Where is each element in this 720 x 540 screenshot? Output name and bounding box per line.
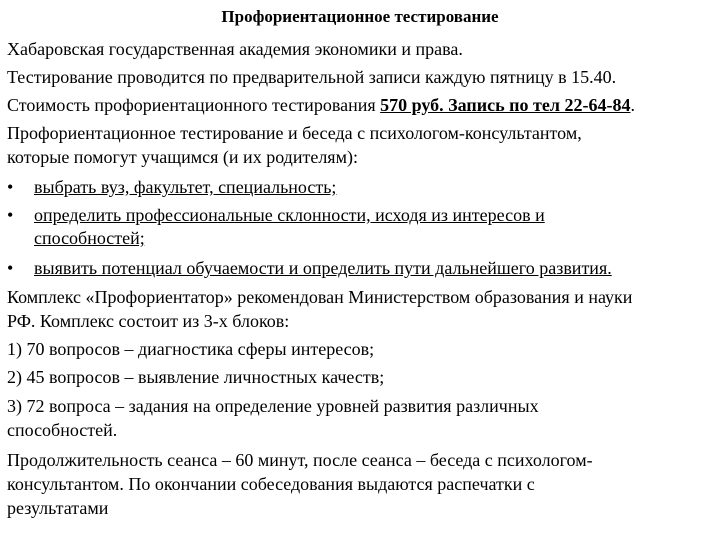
schedule-line: Тестирование проводится по предварительной записи каждую пятницу в 15.40.: [7, 67, 617, 87]
block-item-3-line-2: способностей.: [7, 420, 118, 440]
cost-prefix: Стоимость профориентационного тестирования: [7, 95, 381, 115]
page-title: Профориентационное тестирование: [221, 7, 499, 26]
duration-line-3: результатами: [7, 498, 109, 518]
cost-suffix: .: [630, 95, 635, 115]
bullet-item-1: выбрать вуз, факультет, специальность;: [34, 177, 337, 197]
complex-line-1: Комплекс «Профориентатор» рекомендован Министерством образования и науки: [7, 287, 633, 307]
bullet-item-2-line-1: определить профессиональные склонности, исходя из интересов и: [34, 205, 545, 225]
bullet-icon: •: [7, 177, 14, 197]
cost-phone-highlight: 570 руб. Запись по тел 22-64-84: [380, 95, 631, 115]
block-item-3-line-1: 3) 72 вопроса – задания на определение уровней развития различных: [7, 396, 539, 416]
block-item-1: 1) 70 вопросов – диагностика сферы интересов;: [7, 339, 375, 359]
academy-line: Хабаровская государственная академия экономики и права.: [7, 39, 463, 59]
duration-line-2: консультантом. По окончании собеседования выдаются распечатки с: [7, 474, 535, 494]
bullet-icon: •: [7, 258, 14, 278]
bullet-item-2-line-2: способностей;: [34, 228, 145, 248]
intro-line-2: которые помогут учащимся (и их родителям):: [7, 147, 358, 167]
duration-line-1: Продолжительность сеанса – 60 минут, после сеанса – беседа с психологом-: [7, 450, 593, 470]
block-item-2: 2) 45 вопросов – выявление личностных качеств;: [7, 367, 385, 387]
bullet-icon: •: [7, 205, 14, 225]
intro-line-1: Профориентационное тестирование и беседа с психологом-консультантом,: [7, 123, 582, 143]
complex-line-2: РФ. Комплекс состоит из 3-х блоков:: [7, 311, 290, 331]
cost-line: [7, 94, 635, 116]
bullet-item-3: выявить потенциал обучаемости и определить пути дальнейшего развития.: [34, 258, 612, 278]
